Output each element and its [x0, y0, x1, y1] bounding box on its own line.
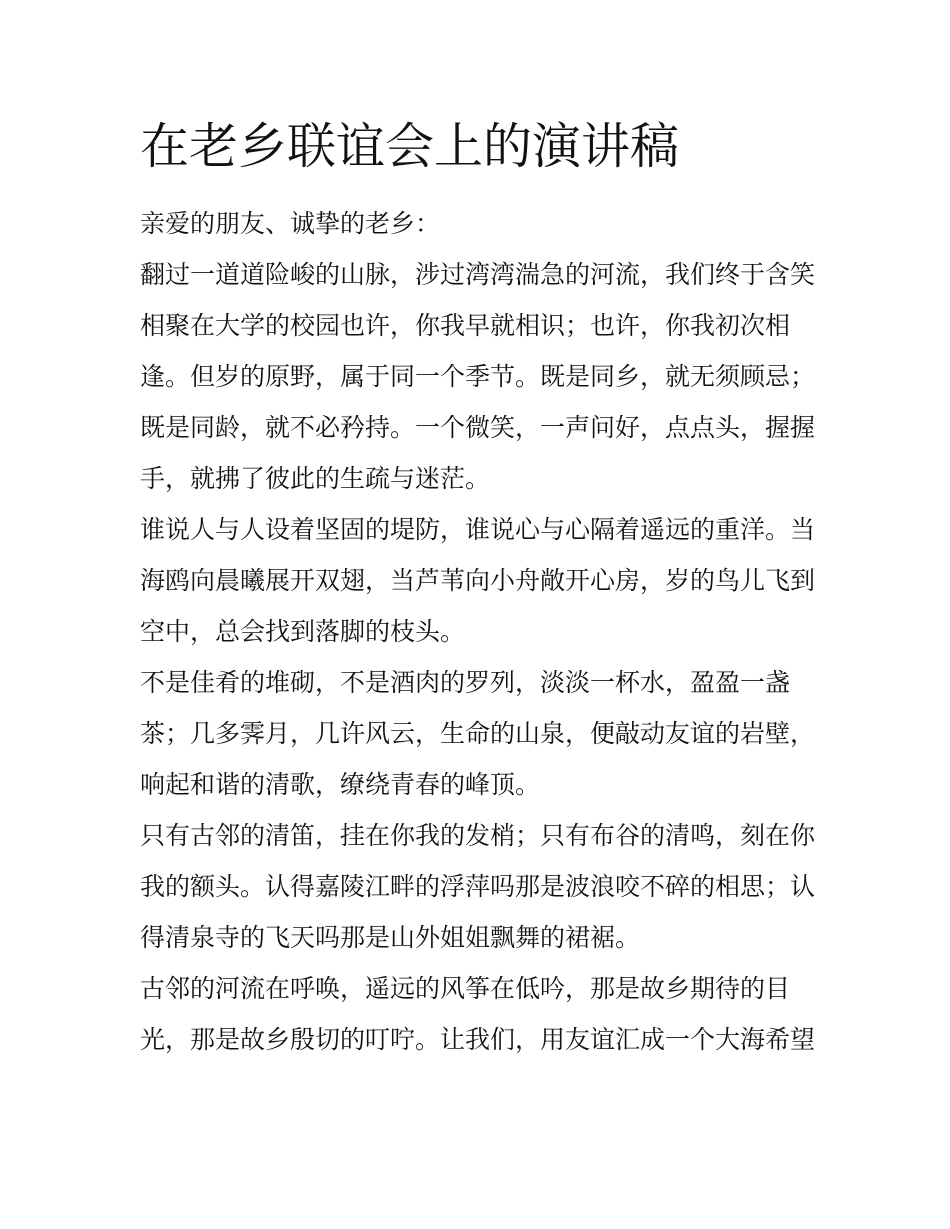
- paragraph-line: 逢。但岁的原野，属于同一个季节。既是同乡，就无须顾忌；: [140, 362, 816, 391]
- greeting: 亲爱的朋友、诚挚的老乡：: [140, 209, 441, 238]
- paragraph-line: 我的额头。认得嘉陵江畔的浮萍吗那是波浪咬不碎的相思；认: [140, 872, 816, 901]
- paragraph-line: 手，就拂了彼此的生疏与迷茫。: [140, 464, 491, 493]
- paragraph-line: 茶；几多霁月，几许风云，生命的山泉，便敲动友谊的岩壁，: [140, 719, 816, 748]
- paragraph-line: 谁说人与人设着坚固的堤防，谁说心与心隔着遥远的重洋。当: [140, 515, 816, 544]
- paragraph-line: 得清泉寺的飞天吗那是山外姐姐飘舞的裙裾。: [140, 923, 641, 952]
- paragraph-line: 古邻的河流在呼唤，遥远的风筝在低吟，那是故乡期待的目: [140, 974, 791, 1003]
- paragraph-line: 相聚在大学的校园也许，你我早就相识；也许，你我初次相: [140, 311, 791, 340]
- paragraph-line: 不是佳肴的堆砌，不是酒肉的罗列，淡淡一杯水，盈盈一盏: [140, 668, 791, 697]
- paragraph-line: 海鸥向晨曦展开双翅，当芦苇向小舟敞开心房，岁的鸟儿飞到: [140, 566, 816, 595]
- paragraph-1: [140, 249, 820, 504]
- paragraph-4: [140, 810, 820, 963]
- paragraph-line: 光，那是故乡殷切的叮咛。让我们，用友谊汇成一个大海希望: [140, 1025, 816, 1054]
- paragraph-line: 只有古邻的清笛，挂在你我的发梢；只有布谷的清鸣，刻在你: [140, 821, 816, 850]
- document-body: [140, 114, 820, 1065]
- paragraph-line: 翻过一道道险峻的山脉，涉过湾湾湍急的河流，我们终于含笑: [140, 260, 816, 289]
- document-title: 在老乡联谊会上的演讲稿: [140, 118, 680, 175]
- paragraph-3: [140, 657, 820, 810]
- paragraph-2: [140, 504, 820, 657]
- paragraph-5: [140, 963, 820, 1065]
- paragraph-line: 响起和谐的清歌，缭绕青春的峰顶。: [140, 770, 541, 799]
- paragraph-line: 既是同龄，就不必矜持。一个微笑，一声问好，点点头，握握: [140, 413, 816, 442]
- paragraph-line: 空中，总会找到落脚的枝头。: [140, 617, 466, 646]
